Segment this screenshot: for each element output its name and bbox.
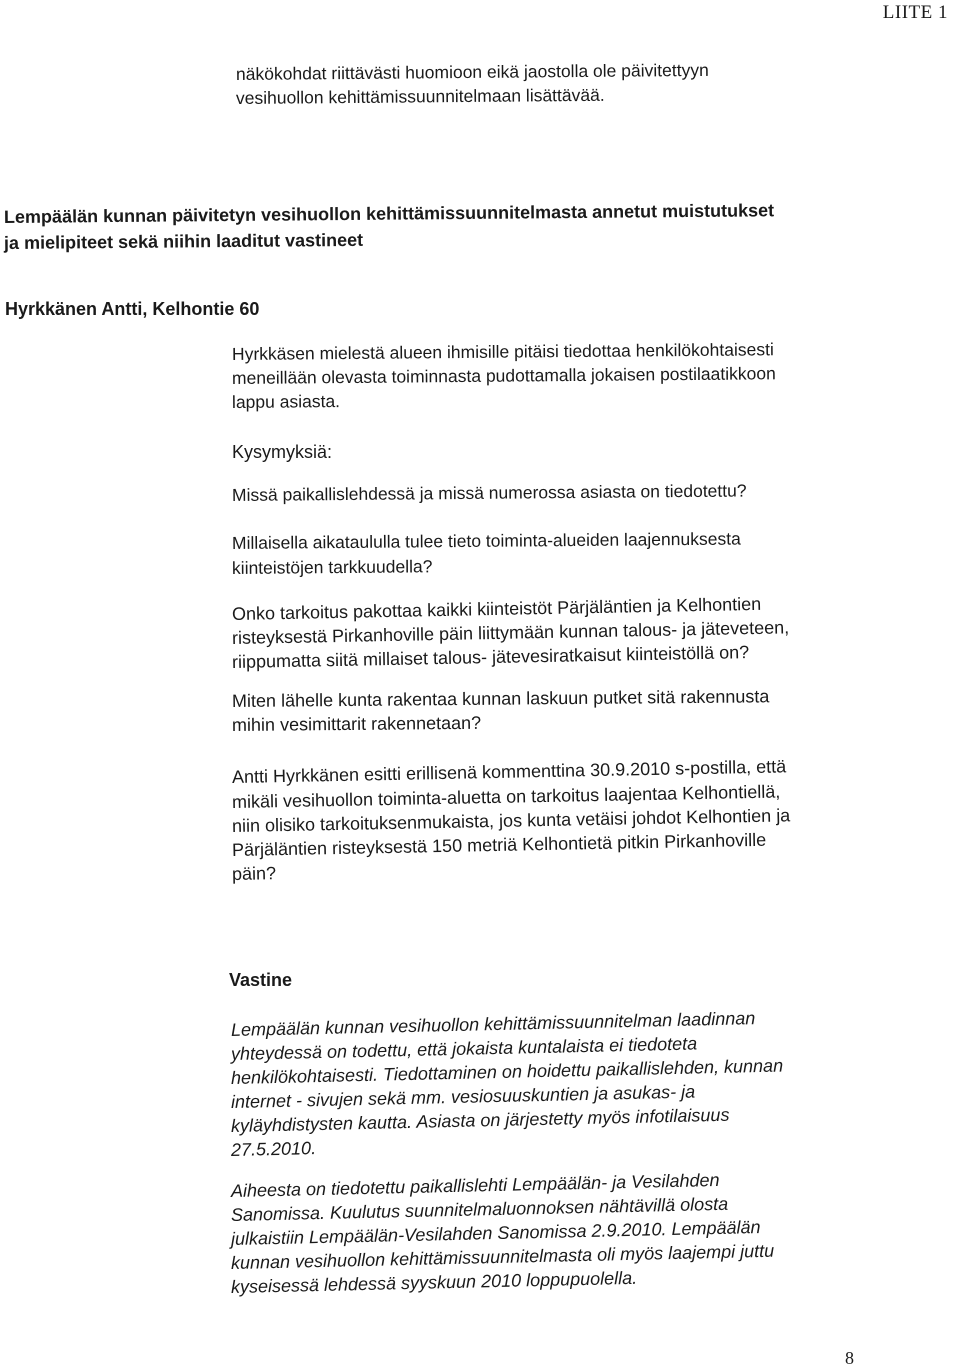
question-line: Antti Hyrkkänen esitti erillisenä kommenttina 30.9.2010 s-postilla, että	[231, 756, 787, 787]
opinion-line: meneillään olevasta toiminnasta pudottamalla jokaisen postilaatikkoon	[231, 363, 776, 388]
appendix-label: LIITE 1	[882, 2, 948, 23]
response-line: kunnan vesihuollon kehittämissuunnitelmasta oli myös laajempi juttu	[230, 1240, 775, 1273]
response-line: kyläyhdistysten kautta. Asiasta on järjestetty myös infotilaisuus	[230, 1104, 730, 1136]
question-line: Millaisella aikataululla tulee tieto toiminta-alueiden laajennuksesta	[231, 528, 741, 553]
intro-line: vesihuollon kehittämissuunnitelmaan lisättävää.	[235, 84, 605, 108]
question-line: mikäli vesihuollon toiminta-aluetta on tarkoitus laajentaa Kelhontiellä,	[231, 781, 781, 812]
person-heading: Hyrkkänen Antti, Kelhontie 60	[5, 299, 260, 319]
question-line: kiinteistöjen tarkkuudella?	[231, 556, 433, 578]
response-line: Aiheesta on tiedotettu paikallislehti Lempäälän- ja Vesilahden	[230, 1169, 720, 1201]
response-line: yhteydessä on todettu, että jokaista kuntalaista ei tiedoteta	[230, 1033, 698, 1064]
response-line: henkilökohtaisesti. Tiedottaminen on hoidettu paikallislehden, kunnan	[230, 1055, 784, 1088]
question-line: Onko tarkoitus pakottaa kaikki kiinteistöt Pärjäläntien ja Kelhontien	[231, 593, 762, 624]
question-line: Missä paikallislehdessä ja missä numerossa asiasta on tiedotettu?	[231, 480, 747, 505]
response-line: kyseisessä lehdessä syyskuun 2010 loppupuolella.	[230, 1267, 638, 1297]
section-title-line: ja mielipiteet sekä niihin laaditut vastineet	[3, 229, 364, 253]
questions-label: Kysymyksiä:	[232, 442, 333, 462]
question-line: risteyksestä Pirkanhoville päin liittymään kunnan talous- ja jäteveteen,	[231, 617, 790, 648]
response-line: julkaistiin Lempäälän-Vesilahden Sanomissa 2.9.2010. Lempäälän	[230, 1216, 761, 1249]
page-number: 8	[845, 1348, 854, 1368]
question-line: Miten lähelle kunta rakentaa kunnan laskuun putket sitä rakennusta	[231, 686, 770, 711]
intro-line: näkökohdat riittävästi huomioon eikä jaostolla ole päivitettyyn	[235, 59, 709, 84]
section-title-line: Lempäälän kunnan päivitetyn vesihuollon kehittämissuunnitelmasta annetut muistutukset	[3, 200, 775, 227]
response-line: internet - sivujen sekä mm. vesiosuuskuntien ja asukas- ja	[230, 1081, 696, 1112]
response-line: 27.5.2010.	[230, 1138, 317, 1160]
response-line: Lempäälän kunnan vesihuollon kehittämissuunnitelman laadinnan	[230, 1008, 756, 1040]
opinion-line: Hyrkkäsen mielestä alueen ihmisille pitäisi tiedottaa henkilökohtaisesti	[231, 339, 774, 364]
response-line: Sanomissa. Kuulutus suunnitelmaluonnoksen nähtävillä olosta	[230, 1193, 729, 1225]
opinion-line: lappu asiasta.	[231, 391, 341, 412]
question-line: päin?	[231, 863, 277, 884]
question-line: riippumatta siitä millaiset talous- jätevesiratkaisut kiinteistöllä on?	[231, 642, 750, 672]
question-line: Pärjäläntien risteyksestä 150 metriä Kelhontietä pitkin Pirkanhoville	[231, 829, 767, 860]
question-line: niin olisiko tarkoituksenmukaista, jos kunta vetäisi johdot Kelhontien ja	[231, 805, 791, 836]
question-line: mihin vesimittarit rakennetaan?	[231, 712, 482, 735]
response-heading: Vastine	[229, 970, 293, 990]
